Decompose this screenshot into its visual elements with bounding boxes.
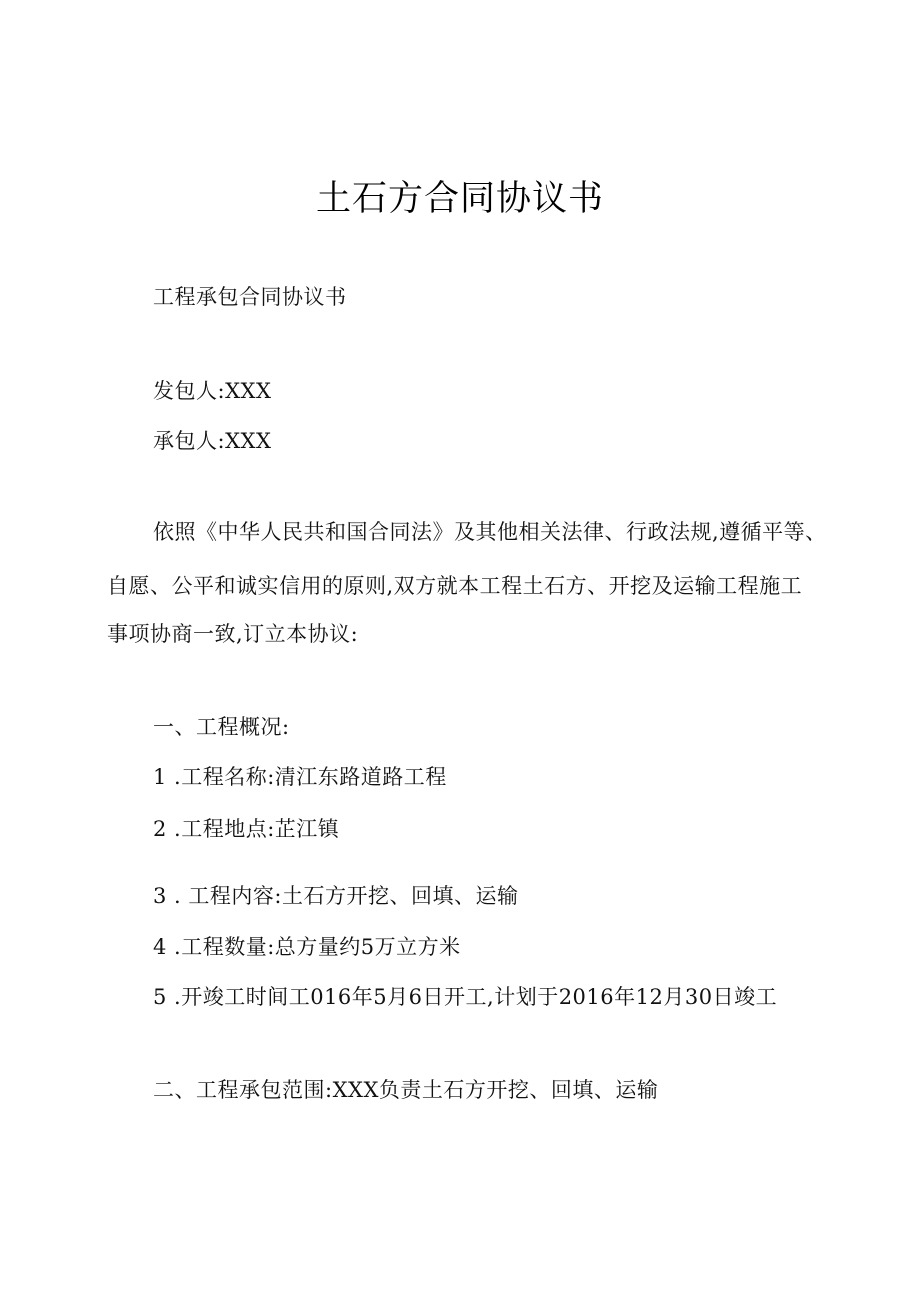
project-schedule-item: 5 .开竣工时间工016年5月6日开工,计划于2016年12月30日竣工 — [153, 985, 778, 1009]
intro-paragraph-line-2: 自愿、公平和诚实信用的原则,双方就本工程土石方、开挖及运输工程施工 — [107, 574, 803, 598]
section-2-scope: 二、工程承包范围:XXX负责土石方开挖、回填、运输 — [153, 1078, 659, 1102]
intro-paragraph-line-1: 依照《中华人民共和国合同法》及其他相关法律、行政法规,遵循平等、 — [153, 520, 827, 544]
section-1-heading: 一、工程概况: — [153, 715, 290, 739]
contractor-line: 承包人:XXX — [153, 429, 272, 453]
project-content-item: 3 . 工程内容:土石方开挖、回填、运输 — [153, 884, 519, 908]
project-location-item: 2 .工程地点:芷江镇 — [153, 817, 340, 841]
agreement-subtitle: 工程承包合同协议书 — [153, 285, 347, 309]
document-title: 土石方合同协议书 — [315, 179, 604, 219]
employer-line: 发包人:XXX — [153, 379, 272, 403]
project-quantity-item: 4 .工程数量:总方量约5万立方米 — [153, 935, 461, 959]
project-name-item: 1 .工程名称:清江东路道路工程 — [153, 765, 447, 789]
intro-paragraph-line-3: 事项协商一致,订立本协议: — [107, 622, 359, 646]
